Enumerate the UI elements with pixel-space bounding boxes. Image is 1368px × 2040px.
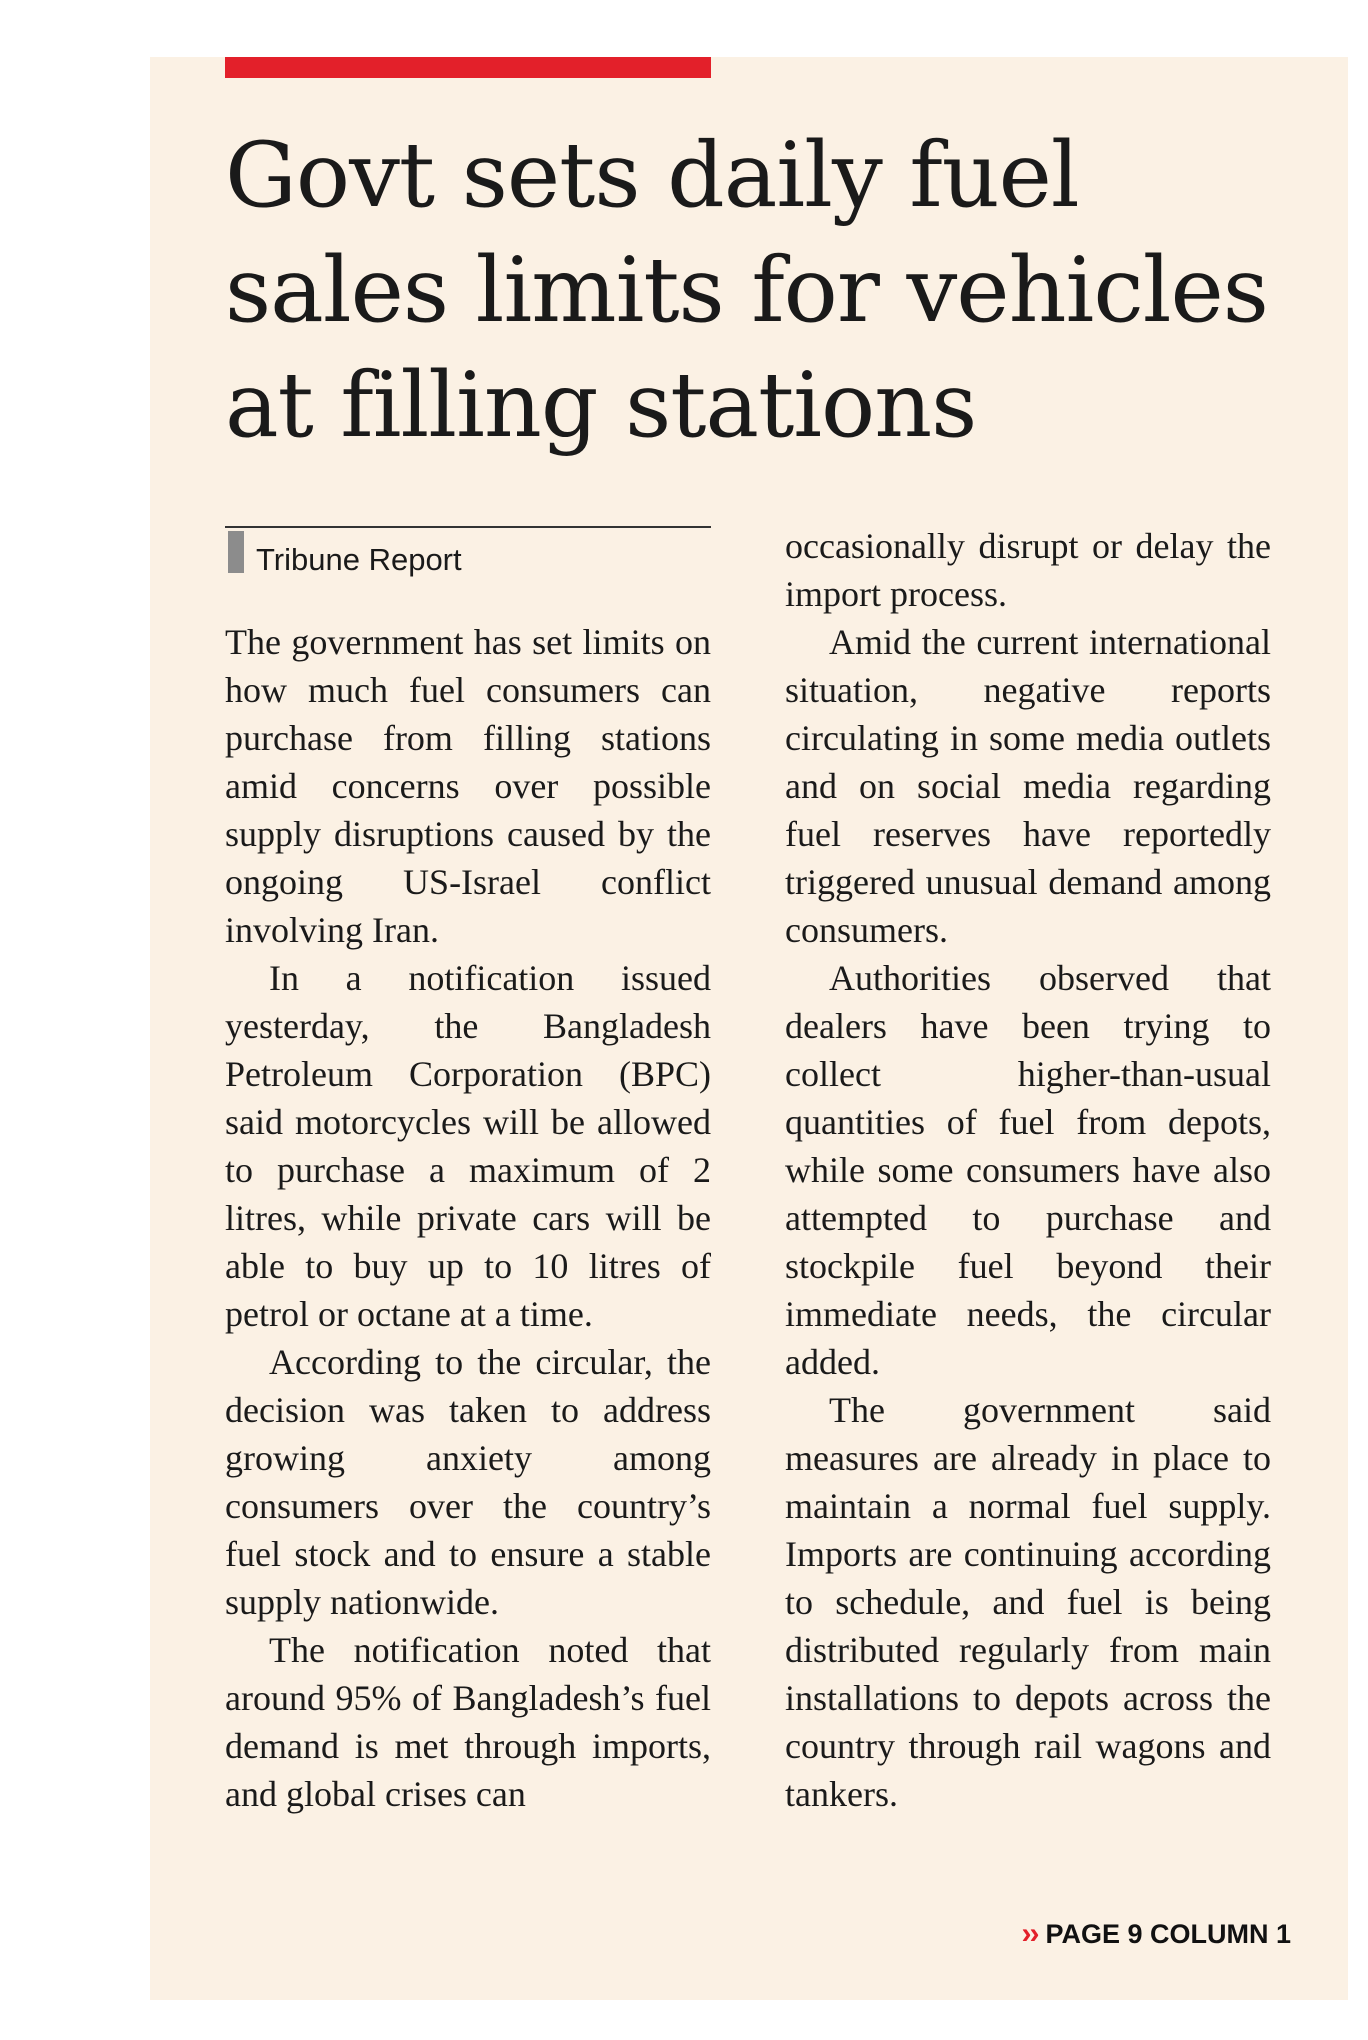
accent-bar <box>225 57 711 78</box>
double-chevron-right-icon: ›› <box>1021 1917 1038 1950</box>
article-headline: Govt sets daily fuel sales limits for vehicles at filling stations <box>225 123 1268 458</box>
article-column-left <box>225 618 711 1818</box>
article-paragraph: Amid the current international situation, negative reports circulating in some media outlets and on social media regarding fuel reserves have reportedly triggered unusual demand among consumers. <box>785 622 1271 950</box>
article-paragraph: The government said measures are already in place to maintain a normal fuel supply. Imports are continuing according to schedule, and fuel is being distributed regularly from main installations to depots across the country through rail wagons and tankers. <box>785 1390 1271 1814</box>
byline-marker <box>228 531 244 573</box>
article-paragraph: The notification noted that around 95% of Bangladesh’s fuel demand is met through imports, and global crises can <box>225 1630 711 1814</box>
article-paragraph: According to the circular, the decision was taken to address growing anxiety among consumers over the country’s fuel stock and to ensure a stable supply nationwide. <box>225 1342 711 1622</box>
byline-block <box>225 526 711 578</box>
continued-on-link[interactable] <box>1021 1917 1291 1951</box>
article-paragraph: In a notification issued yesterday, the Bangladesh Petroleum Corporation (BPC) said motorcycles will be allowed to purchase a maximum of 2 litres, while private cars will be able to buy up to 10 litres of petrol or octane at a time. <box>225 958 711 1334</box>
article-column-right <box>785 522 1271 1818</box>
article-paragraph-continuation: occasionally disrupt or delay the import process. <box>785 526 1271 614</box>
jump-label: PAGE 9 COLUMN 1 <box>1045 1919 1291 1949</box>
byline: Tribune Report <box>256 542 462 577</box>
article-paragraph: The government has set limits on how much fuel consumers can purchase from filling stations amid concerns over possible supply disruptions caused by the ongoing US-Israel conflict involving Iran. <box>225 622 711 950</box>
article-paragraph: Authorities observed that dealers have been trying to collect higher-than-usual quantities of fuel from depots, while some consumers have also attempted to purchase and stockpile fuel beyond their immediate needs, the circular added. <box>785 958 1271 1382</box>
